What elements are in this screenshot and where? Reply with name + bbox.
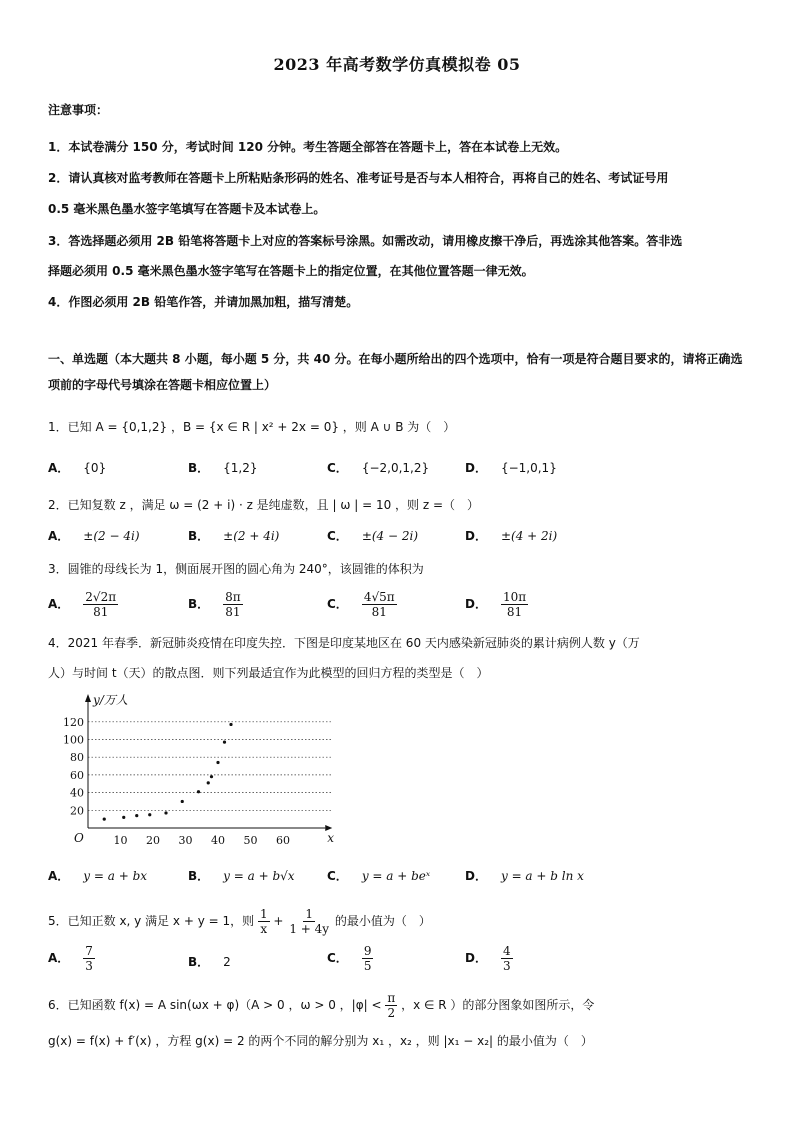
q2-option-a-text: ±(2 − 4i)	[83, 529, 140, 543]
question-1-options	[48, 458, 748, 482]
q2-option-b-text: ±(2 + 4i)	[223, 529, 280, 543]
q2-option-d-text: ±(4 + 2i)	[500, 529, 558, 543]
q2-option-c[interactable]: C． ±(4 − 2i)	[327, 529, 419, 543]
data-point	[164, 811, 167, 814]
chart-axes	[63, 693, 334, 847]
q2-option-b[interactable]: B． ±(2 + 4i)	[188, 529, 280, 543]
x-tick-label: 20	[146, 834, 160, 847]
chart-grid	[88, 722, 332, 811]
q1-option-a[interactable]: A． {0}	[48, 461, 107, 475]
q6-stem-part-a: 6．已知函数 f(x) = A sin(ωx + φ)（A > 0 ，ω > 0 ，|φ| <	[48, 998, 382, 1012]
data-point	[216, 761, 219, 764]
q1-option-b[interactable]: B． {1,2}	[188, 461, 258, 475]
y-tick-label: 20	[70, 804, 84, 818]
y-tick-label: 80	[70, 751, 84, 765]
data-point	[135, 814, 138, 817]
q1-option-b-text: {1,2}	[223, 461, 258, 475]
q5-option-a-fraction: $\frac{7}{3}$	[85, 944, 93, 973]
notice-item-3: 3．答选择题必须用 2B 铅笔将答题卡上对应的答案标号涂黑。如需改动，请用橡皮擦干净后，再选涂其他答案。答非选	[48, 234, 683, 248]
origin-label: O	[74, 831, 84, 845]
data-point	[103, 818, 106, 821]
y-axis-label: y/万人	[93, 693, 128, 707]
question-6-stem-line-1	[48, 990, 594, 1020]
q3-option-b[interactable]: B． $\frac{8\pi}{81}$	[188, 590, 241, 619]
notice-item-4: 4．作图必须用 2B 铅笔作答，并请加黑加粗，描写清楚。	[48, 295, 359, 309]
q1-option-c[interactable]: C． {−2,0,1,2}	[327, 461, 430, 475]
q3-option-d-fraction: $\frac{10\pi}{81}$	[502, 590, 527, 619]
q6-pi-fraction: $\frac{\pi}{2}$	[387, 991, 396, 1020]
notice-item-2: 2．请认真核对监考教师在答题卡上所粘贴条形码的姓名、准考证号是否与本人相符合，再将自己的姓名、考试证号用	[48, 171, 669, 185]
q1-option-d-text: {−1,0,1}	[500, 461, 557, 475]
q3-option-c-fraction: $\frac{4√5\pi}{81}$	[363, 590, 395, 619]
q4-option-c-text: y = a + beˣ	[361, 869, 431, 883]
q4-option-b-text: y = a + b√x	[223, 869, 295, 883]
data-point	[122, 816, 125, 819]
q5-option-c[interactable]: C． $\frac{9}{5}$	[327, 944, 372, 973]
x-tick-label: 10	[113, 834, 128, 847]
q5-fraction-1: $\frac{1}{x}$	[259, 907, 268, 936]
page-title: 2023 年高考数学仿真模拟卷 05	[273, 55, 521, 74]
notice-item-2-cont: 0.5 毫米黑色墨水签字笔填写在答题卡及本试卷上。	[48, 202, 326, 216]
data-point	[223, 741, 226, 744]
q5-stem-tail: 的最小值为（ ）	[334, 914, 431, 928]
y-axis-arrow	[85, 694, 91, 702]
q1-option-d[interactable]: D． {−1,0,1}	[465, 461, 557, 475]
y-tick-label: 120	[63, 715, 84, 729]
question-3-options	[48, 590, 748, 622]
q1-option-c-text: {−2,0,1,2}	[361, 461, 430, 475]
data-point	[207, 781, 210, 784]
question-4-options	[48, 866, 748, 890]
question-2-options	[48, 526, 748, 550]
x-tick-label: 50	[243, 834, 258, 847]
question-4-stem-line-1: 4．2021 年春季．新冠肺炎疫情在印度失控．下图是印度某地区在 60 天内感染新冠肺炎的累计病例人数 y（万	[48, 636, 640, 650]
data-point	[148, 813, 151, 816]
data-point	[181, 800, 184, 803]
q4-option-a[interactable]: A． y = a + bx	[48, 869, 148, 883]
q5-fraction-2: $\frac{1}{1 + 4y}$	[289, 907, 330, 936]
q3-option-b-fraction: $\frac{8\pi}{81}$	[225, 590, 241, 619]
notice-item-1: 1．本试卷满分 150 分，考试时间 120 分钟。考生答题全部答在答题卡上，答在本试卷上无效。	[48, 140, 568, 154]
q4-option-a-text: y = a + bx	[83, 869, 148, 883]
q5-option-d[interactable]: D． $\frac{4}{3}$	[465, 944, 511, 973]
y-tick-label: 100	[63, 733, 84, 747]
notice-heading: 注意事项：	[48, 103, 109, 117]
section-heading: 一、单选题（本大题共 8 小题，每小题 5 分，共 40 分。在每小题所给出的四个选项中，恰有一项是符合题目要求的，请将正确选项前的字母代号填涂在答题卡相应位置上）	[48, 352, 743, 392]
y-tick-label: 40	[70, 786, 84, 800]
q6-stem-part-b: ，x ∈ R ）的部分图象如图所示，令	[401, 998, 595, 1012]
q1-option-a-text: {0}	[83, 461, 107, 475]
q3-option-a-fraction: $\frac{2√2\pi}{81}$	[85, 590, 117, 619]
q2-option-d[interactable]: D． ±(4 + 2i)	[465, 529, 558, 543]
q5-stem-text: 5．已知正数 x, y 满足 x + y = 1，则	[48, 914, 255, 928]
x-tick-label: 30	[178, 834, 193, 847]
chart-points	[103, 723, 233, 821]
q4-option-d[interactable]: D． y = a + b ln x	[465, 869, 584, 883]
question-6-stem-line-2: g(x) = f(x) + f′(x) ，方程 g(x) = 2 的两个不同的解分别为 x₁ ，x₂ ，则 |x₁ − x₂| 的最小值为（ ）	[48, 1034, 593, 1048]
question-1-stem: 1．已知 A = {0,1,2} ，B = {x ∈ R | x² + 2x = 0} ，则 A ∪ B 为（ ）	[48, 420, 456, 434]
q5-option-b[interactable]: B． 2	[188, 955, 231, 969]
y-tick-label: 60	[70, 768, 84, 782]
q4-option-d-text: y = a + b ln x	[500, 869, 584, 883]
x-tick-label: 40	[211, 834, 225, 847]
notice-item-3-cont: 择题必须用 0.5 毫米黑色墨水签字笔写在答题卡上的指定位置，在其他位置答题一律无效。	[48, 264, 534, 278]
data-point	[229, 723, 232, 726]
question-3-stem: 3．圆锥的母线长为 1，侧面展开图的圆心角为 240°，该圆锥的体积为	[48, 562, 424, 576]
q2-option-a[interactable]: A． ±(2 − 4i)	[48, 529, 140, 543]
scatter-plot	[48, 690, 338, 850]
data-point	[197, 790, 200, 793]
q5-option-b-text: 2	[223, 955, 231, 969]
data-point	[210, 775, 213, 778]
q2-option-c-text: ±(4 − 2i)	[361, 529, 419, 543]
question-4-stem-line-2: 人）与时间 t（天）的散点图．则下列最适宜作为此模型的回归方程的类型是（ ）	[48, 666, 489, 680]
question-2-stem: 2．已知复数 z ，满足 ω = (2 + i) · z 是纯虚数，且 | ω | = 10 ，则 z =（ ）	[48, 498, 480, 512]
q5-option-c-fraction: $\frac{9}{5}$	[363, 944, 372, 973]
question-5-options	[48, 944, 748, 976]
q5-option-d-fraction: $\frac{4}{3}$	[502, 944, 511, 973]
question-5-stem: 5．已知正数 x, y 满足 x + y = 1，则 $\frac{1}{x}$ + $\frac{1}{1 + 4y}$ 的最小值为（ ）	[48, 907, 431, 936]
x-axis-label: x	[327, 831, 335, 845]
q4-option-c[interactable]: C． y = a + beˣ	[327, 869, 431, 883]
q5-option-a[interactable]: A． $\frac{7}{3}$	[48, 944, 93, 973]
q3-option-c[interactable]: C． $\frac{4√5\pi}{81}$	[327, 590, 395, 619]
q3-option-a[interactable]: A． $\frac{2√2\pi}{81}$	[48, 590, 117, 619]
q3-option-d[interactable]: D． $\frac{10\pi}{81}$	[465, 590, 527, 619]
q4-option-b[interactable]: B． y = a + b√x	[188, 869, 295, 883]
x-tick-label: 60	[276, 834, 290, 847]
